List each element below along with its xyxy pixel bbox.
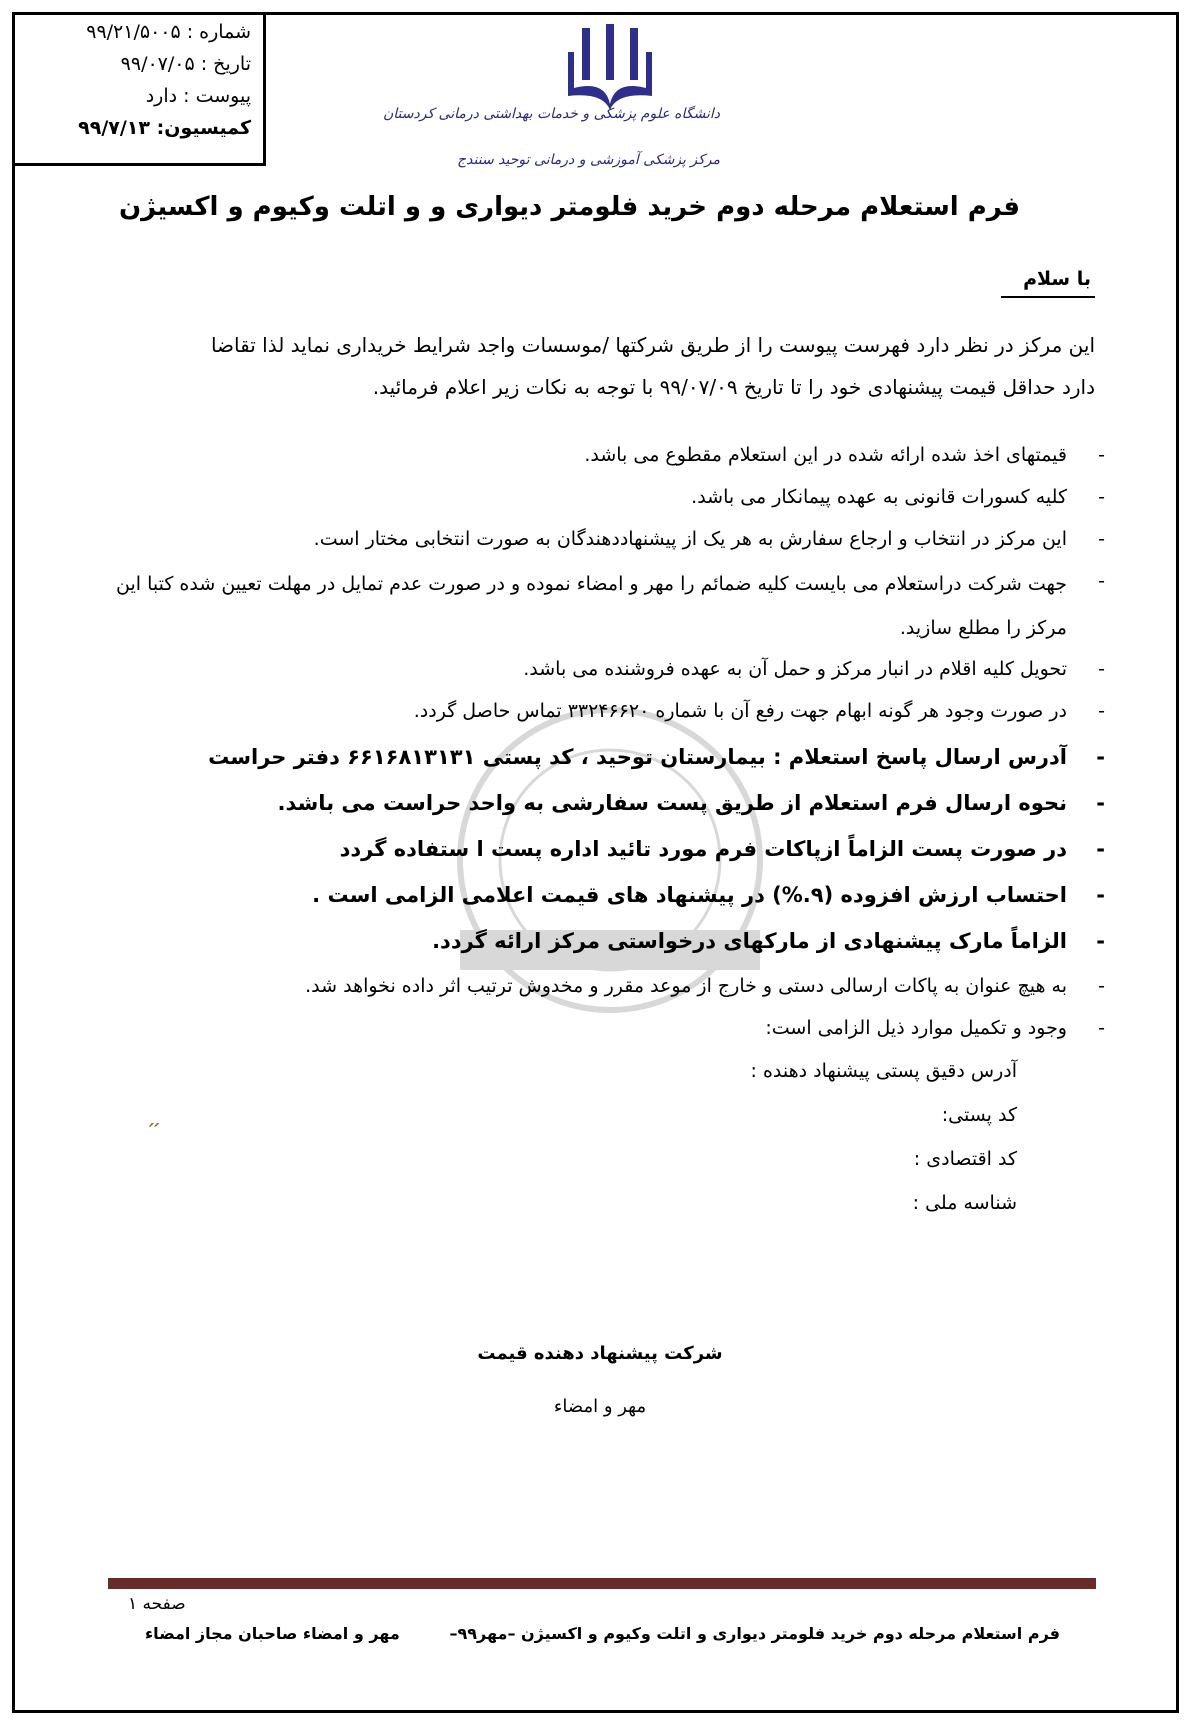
letter-attachment: پیوست : دارد (145, 85, 251, 107)
greeting: با سلام (1001, 268, 1095, 298)
bullet-text: آدرس ارسال پاسخ استعلام : بیمارستان توحید ، کد پستی ۶۶۱۶۸۱۳۱۳۱ دفتر حراست (208, 745, 1067, 769)
medical-center-name: مرکز پزشکی آموزشی و درمانی توحید سنندج (457, 152, 720, 168)
bullet-text: این مرکز در انتخاب و ارجاع سفارش به هر یک از پیشنهاددهندگان به صورت انتخابی مختار است. (313, 528, 1067, 550)
bullet-text: جهت شرکت دراستعلام می بایست کلیه ضمائم را مهر و امضاء نموده و در صورت عدم تمایل در مهلت تعیین شده کتبا این مرکز را مطلع سازید. (116, 573, 1067, 639)
bidder-company-label: شرکت پیشنهاد دهنده قیمت (477, 1343, 723, 1364)
reference-box (12, 12, 266, 166)
bullet-dash: - (1098, 528, 1105, 550)
footer-form-title: فرم استعلام مرحله دوم خرید فلومتر دیواری و اتلت وکیوم و اکسیژن –مهر۹۹– (449, 1624, 1060, 1643)
letter-date: تاریخ : ۹۹/۰۷/۰۵ (120, 53, 251, 75)
bullet-dash: - (1098, 1017, 1105, 1039)
bullet-dash: - (1096, 929, 1105, 953)
bullet-text: الزاماً مارک پیشنهادی از مارکهای درخواستی مرکز ارائه گردد. (432, 929, 1067, 953)
bullet-text: در صورت وجود هر گونه ابهام جهت رفع آن با شماره ۳۳۲۴۶۶۲۰ تماس حاصل گردد. (413, 700, 1067, 722)
bullet-text: وجود و تکمیل موارد ذیل الزامی است: (765, 1017, 1067, 1039)
bullet-4 (90, 562, 1105, 650)
document-title: فرم استعلام مرحله دوم خرید فلومتر دیواری و و اتلت وکیوم و اکسیژن (118, 192, 1020, 222)
bullet-dash: - (1098, 975, 1105, 997)
university-name: دانشگاه علوم پزشکی و خدمات بهداشتی درمانی کردستان (382, 106, 720, 122)
bullet-text: در صورت پست الزاماً ازپاکات فرم مورد تائید اداره پست ا ستفاده گردد (339, 837, 1067, 861)
bullet-text: احتساب ارزش افزوده (۹.%) در پیشنهاد های قیمت اعلامی الزامی است . (312, 883, 1067, 907)
bullet-dash: - (1098, 486, 1105, 508)
field-national-id: شناسه ملی : (912, 1192, 1017, 1214)
bullet-text: تحویل کلیه اقلام در انبار مرکز و حمل آن به عهده فروشنده می باشد. (523, 658, 1067, 680)
bullet-dash: - (1096, 745, 1105, 769)
letter-commission: کمیسیون: ۹۹/۷/۱۳ (78, 117, 251, 139)
bullet-text: نحوه ارسال فرم استعلام از طریق پست سفارشی به واحد حراست می باشد. (277, 791, 1067, 815)
footer-divider (108, 1578, 1096, 1589)
bullet-dash: - (1096, 883, 1105, 907)
bullet-text: به هیچ عنوان به پاکات ارسالی دستی و خارج از موعد مقرر و مخدوش ترتیب اثر داده نخواهد شد. (305, 975, 1067, 997)
page-number: صفحه ۱ (128, 1594, 186, 1614)
stamp-and-signature-label: مهر و امضاء (553, 1396, 647, 1417)
intro-line-2: دارد حداقل قیمت پیشنهادی خود را تا تاریخ ۹۹/۰۷/۰۹ با توجه به نکات زیر اعلام فرمائید. (372, 375, 1095, 399)
bullet-dash: - (1096, 791, 1105, 815)
footer-signature-label: مهر و امضاء صاحبان مجاز امضاء (145, 1624, 400, 1643)
bullet-dash: - (1098, 570, 1105, 592)
field-postal-code: کد پستی: (941, 1104, 1017, 1126)
bullet-dash: - (1098, 658, 1105, 680)
bullet-dash: - (1098, 444, 1105, 466)
bullet-dash: - (1096, 837, 1105, 861)
field-postal-address: آدرس دقیق پستی پیشنهاد دهنده : (750, 1060, 1017, 1082)
field-economic-code: کد اقتصادی : (913, 1148, 1017, 1170)
intro-line-1: این مرکز در نظر دارد فهرست پیوست را از طریق شرکتها /موسسات واجد شرایط خریداری نماید لذا تقاضا (210, 333, 1095, 357)
bullet-text: قیمتهای اخذ شده ارائه شده در این استعلام مقطوع می باشد. (584, 444, 1067, 466)
bullet-dash: - (1098, 700, 1105, 722)
bullet-text: کلیه کسورات قانونی به عهده پیمانکار می باشد. (691, 486, 1067, 508)
letter-number: شماره : ۹۹/۲۱/۵۰۰۵ (86, 21, 251, 43)
small-mark: ״ (147, 1115, 162, 1139)
